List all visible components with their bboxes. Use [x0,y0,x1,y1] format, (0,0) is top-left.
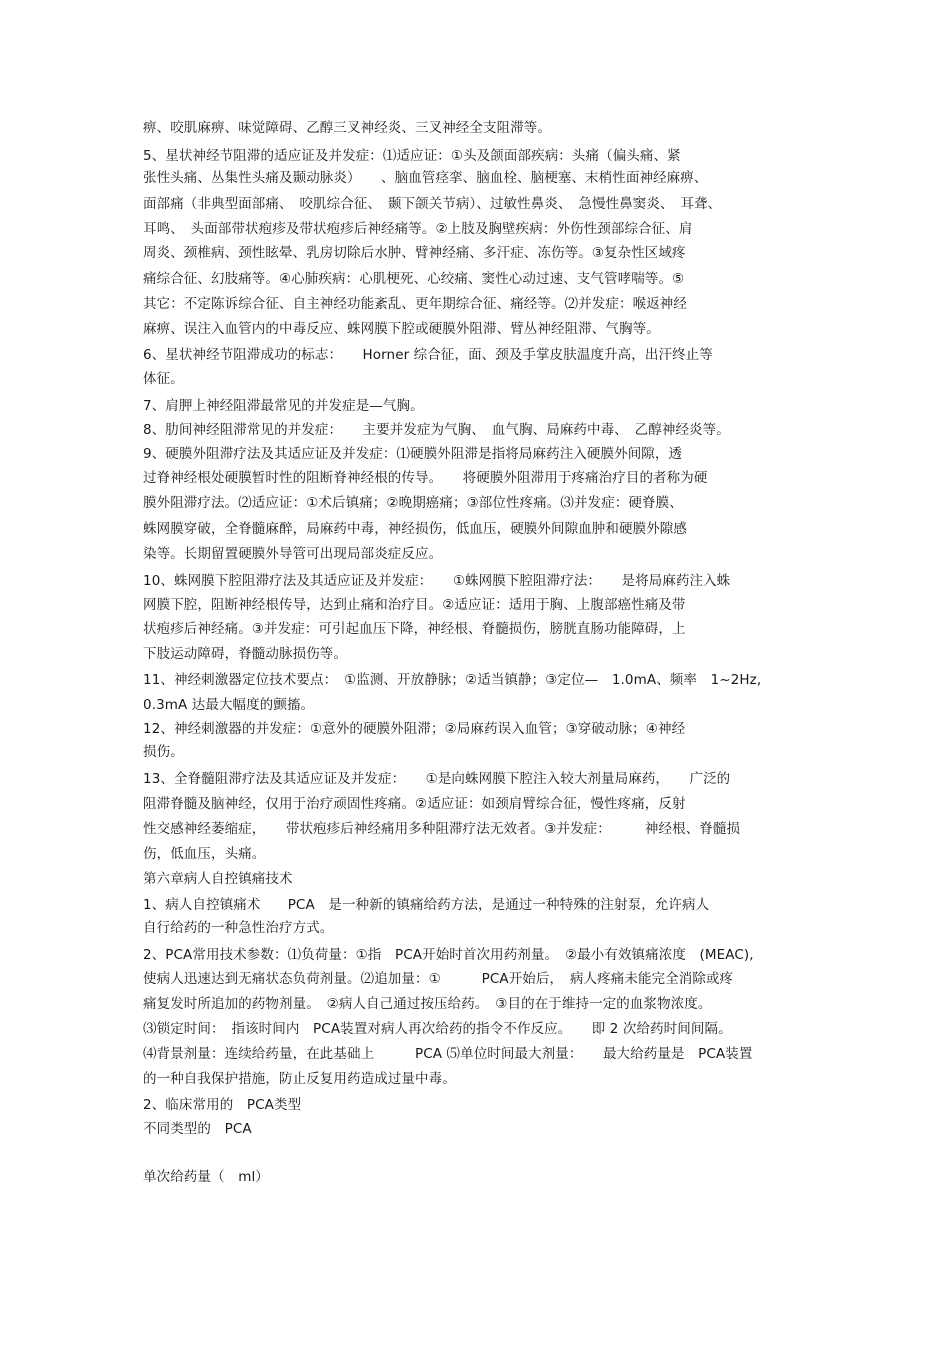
text-line: 膜外阻滞疗法。⑵适应证：①术后镇痛；②晚期癌痛；③部位性疼痛。⑶并发症：硬脊膜、 [143,495,683,511]
text-line: 蛛网膜穿破，全脊髓麻醉，局麻药中毒，神经损伤，低血压，硬膜外间隙血肿和硬膜外隙感 [143,521,687,537]
text-line: 体征。 [143,371,184,387]
text-line: 网膜下腔，阻断神经根传导，达到止痛和治疗目。②适应证：适用于胸、上腹部癌性痛及带 [143,597,686,613]
text-line: 下肢运动障碍，脊髓动脉损伤等。 [143,646,347,662]
text-line: 损伤。 [143,744,184,760]
text-line: 痛综合征、幻肢痛等。④心肺疾病：心肌梗死、心绞痛、窦性心动过速、支气管哮喘等。⑤ [143,271,685,287]
text-line: 使病人迅速达到无痛状态负荷剂量。⑵追加量：① PCA开始后， 病人疼痛未能完全消除或疼 [143,971,734,987]
section-heading: 第六章病人自控镇痛技术 [143,871,293,887]
text-line: 7、肩胛上神经阻滞最常见的并发症是—气胸。 [143,398,424,414]
text-line: ⑶锁定时间： 指该时间内 PCA装置对病人再次给药的指令不作反应。 即 2 次给药时间间隔。 [143,1021,732,1037]
text-line: 耳鸣、 头面部带状疱疹及带状疱疹后神经痛等。②上肢及胸壁疾病：外伤性颈部综合征、肩 [143,221,693,237]
text-line: 周炎、颈椎病、颈性眩晕、乳房切除后水肿、臂神经痛、多汗症、冻伤等。③复杂性区域疼 [143,245,686,261]
text-line: 2、PCA常用技术参数：⑴负荷量：①指 PCA开始时首次用药剂量。 ②最小有效镇痛浓度 (MEAC), [143,947,754,963]
text-line: 2、临床常用的 PCA类型 [143,1097,302,1113]
text-line: ⑷背景剂量：连续给药量，在此基础上 PCA ⑸单位时间最大剂量： 最大给药量是 PCA装置 [143,1046,753,1062]
text-line: 痹、咬肌麻痹、味觉障碍、乙醇三叉神经炎、三叉神经全支阻滞等。 [143,120,551,136]
text-line: 8、肋间神经阻滞常见的并发症： 主要并发症为气胸、 血气胸、局麻药中毒、 乙醇神经炎等。 [143,422,730,438]
text-line: 1、病人自控镇痛术 PCA 是一种新的镇痛给药方法，是通过一种特殊的注射泵，允许病人 [143,897,710,913]
text-line: 面部痛（非典型面部痛、 咬肌综合征、 颞下颌关节病）、过敏性鼻炎、 急慢性鼻窦炎、 耳聋、 [143,196,722,212]
text-line: 张性头痛、丛集性头痛及颞动脉炎） 、脑血管痉挛、脑血栓、脑梗塞、末梢性面神经麻痹、 [143,170,708,186]
text-line: 麻痹、误注入血管内的中毒反应、蛛网膜下腔或硬膜外阻滞、臂丛神经阻滞、气胸等。 [143,321,660,337]
text-line: 0.3mA 达最大幅度的颤搐。 [143,697,315,713]
text-line: 性交感神经萎缩症， 带状疱疹后神经痛用多种阻滞疗法无效者。③并发症： 神经根、脊髓损 [143,821,741,837]
text-line: 染等。长期留置硬膜外导管可出现局部炎症反应。 [143,546,443,562]
text-line: 状疱疹后神经痛。③并发症：可引起血压下降，神经根、脊髓损伤，膀胱直肠功能障碍，上 [143,621,686,637]
text-line: 痛复发时所追加的药物剂量。 ②病人自己通过按压给药。 ③目的在于维持一定的血浆物浓度。 [143,996,712,1012]
text-line: 9、硬膜外阻滞疗法及其适应证及并发症：⑴硬膜外阻滞是指将局麻药注入硬膜外间隙，透 [143,446,683,462]
text-line: 阻滞脊髓及脑神经，仅用于治疗顽固性疼痛。②适应证：如颈肩臂综合征，慢性疼痛，反射 [143,796,686,812]
text-line: 自行给药的一种急性治疗方式。 [143,920,334,936]
text-line: 过脊神经根处硬膜暂时性的阻断脊神经根的传导。 将硬膜外阻滞用于疼痛治疗目的者称为硬 [143,470,708,486]
text-line: 10、蛛网膜下腔阻滞疗法及其适应证及并发症： ①蛛网膜下腔阻滞疗法： 是将局麻药注入蛛 [143,573,731,589]
text-line: 不同类型的 PCA [143,1121,252,1137]
text-line: 13、全脊髓阻滞疗法及其适应证及并发症： ①是向蛛网膜下腔注入较大剂量局麻药， 广泛的 [143,771,731,787]
text-line: 伤，低血压，头痛。 [143,846,266,862]
text-line: 5、星状神经节阻滞的适应证及并发症：⑴适应证：①头及颌面部疾病：头痛（偏头痛、紧 [143,148,681,164]
text-line: 单次给药量（ ml） [143,1169,269,1185]
text-line: 11、神经刺激器定位技术要点： ①监测、开放静脉；②适当镇静；③定位— 1.0mA、频率 1~2Hz, [143,672,762,688]
text-line: 其它：不定陈诉综合征、自主神经功能紊乱、更年期综合征、痛经等。⑵并发症：喉返神经 [143,296,687,312]
text-line: 的一种自我保护措施，防止反复用药造成过量中毒。 [143,1071,456,1087]
text-line: 12、神经刺激器的并发症：①意外的硬膜外阻滞；②局麻药误入血管；③穿破动脉；④神经 [143,721,686,737]
text-line: 6、星状神经节阻滞成功的标志： Horner 综合征，面、颈及手掌皮肤温度升高，出汗终止等 [143,347,713,363]
